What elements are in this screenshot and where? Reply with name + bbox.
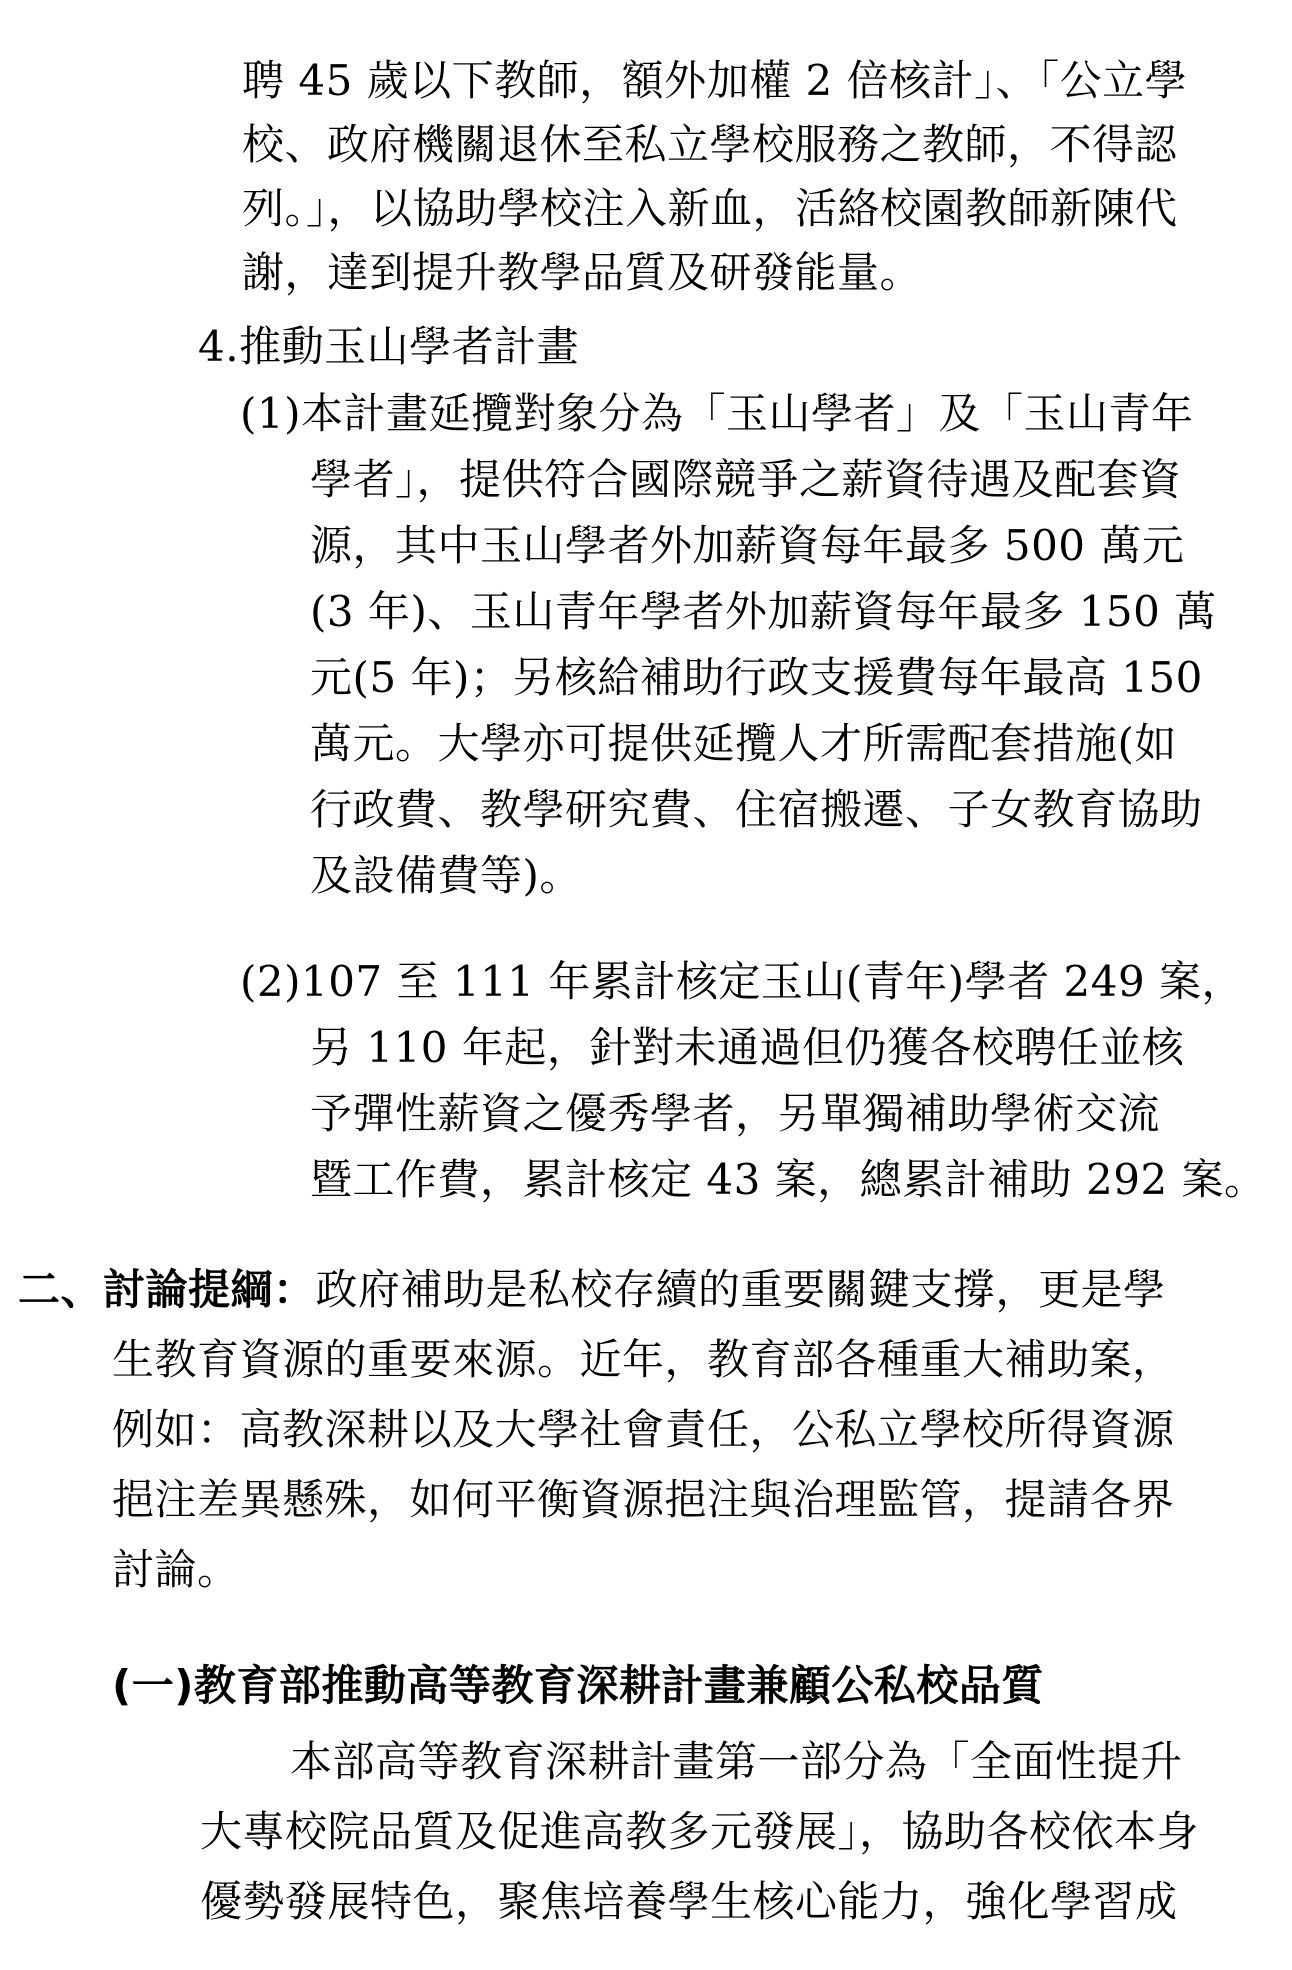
- text-line: 謝，達到提升教學品質及研發能量。: [242, 248, 923, 297]
- text-line: 討論。: [112, 1545, 240, 1594]
- text-span: 政府補助是私校存續的重要關鍵支撐，更是學: [315, 1265, 1166, 1314]
- text-line: (2)107 至 111 年累計核定玉山(青年)學者 249 案，: [240, 957, 1245, 1006]
- text-line: 例如：高教深耕以及大學社會責任，公私立學校所得資源: [112, 1405, 1175, 1454]
- text-line: 暨工作費，累計核定 43 案，總累計補助 292 案。: [310, 1155, 1267, 1204]
- text-line: 予彈性薪資之優秀學者，另單獨補助學術交流: [310, 1089, 1161, 1138]
- text-line: 學者」，提供符合國際競爭之薪資待遇及配套資: [310, 455, 1182, 504]
- text-line: 聘 45 歲以下教師，額外加權 2 倍核計」、「公立學: [242, 56, 1188, 105]
- text-line: 挹注差異懸殊，如何平衡資源挹注與治理監管，提請各界: [112, 1475, 1175, 1524]
- text-line: 大專校院品質及促進高教多元發展」，協助各校依本身: [200, 1807, 1200, 1856]
- text-line: 另 110 年起，針對未通過但仍獲各校聘任並核: [310, 1023, 1185, 1072]
- text-line: (3 年)、玉山青年學者外加薪資每年最多 150 萬: [310, 587, 1217, 636]
- sub-heading: (一)教育部推動高等教育深耕計畫兼顧公私校品質: [112, 1661, 1044, 1710]
- text-line: 源，其中玉山學者外加薪資每年最多 500 萬元: [310, 521, 1185, 570]
- text-line: 列。」，以協助學校注入新血，活絡校園教師新陳代: [242, 184, 1178, 233]
- text-line: 生教育資源的重要來源。近年，教育部各種重大補助案，: [112, 1335, 1175, 1384]
- item-heading: 4.推動玉山學者計畫: [198, 322, 580, 371]
- text-line: 元(5 年)；另核給補助行政支援費每年最高 150: [310, 653, 1203, 702]
- text-line: 優勢發展特色，聚焦培養學生核心能力，強化學習成: [200, 1877, 1178, 1926]
- text-line: 萬元。大學亦可提供延攬人才所需配套措施(如: [310, 719, 1177, 768]
- section-label: 二、討論提綱：: [18, 1265, 316, 1314]
- text-line: 及設備費等)。: [310, 851, 582, 900]
- text-line: (1)本計畫延攬對象分為「玉山學者」及「玉山青年: [240, 389, 1194, 438]
- text-line: 校、政府機關退休至私立學校服務之教師，不得認: [242, 120, 1178, 169]
- text-line: 行政費、教學研究費、住宿搬遷、子女教育協助: [310, 785, 1203, 834]
- text-line: 本部高等教育深耕計畫第一部分為「全面性提升: [290, 1737, 1183, 1786]
- section-heading: [18, 1264, 1166, 1316]
